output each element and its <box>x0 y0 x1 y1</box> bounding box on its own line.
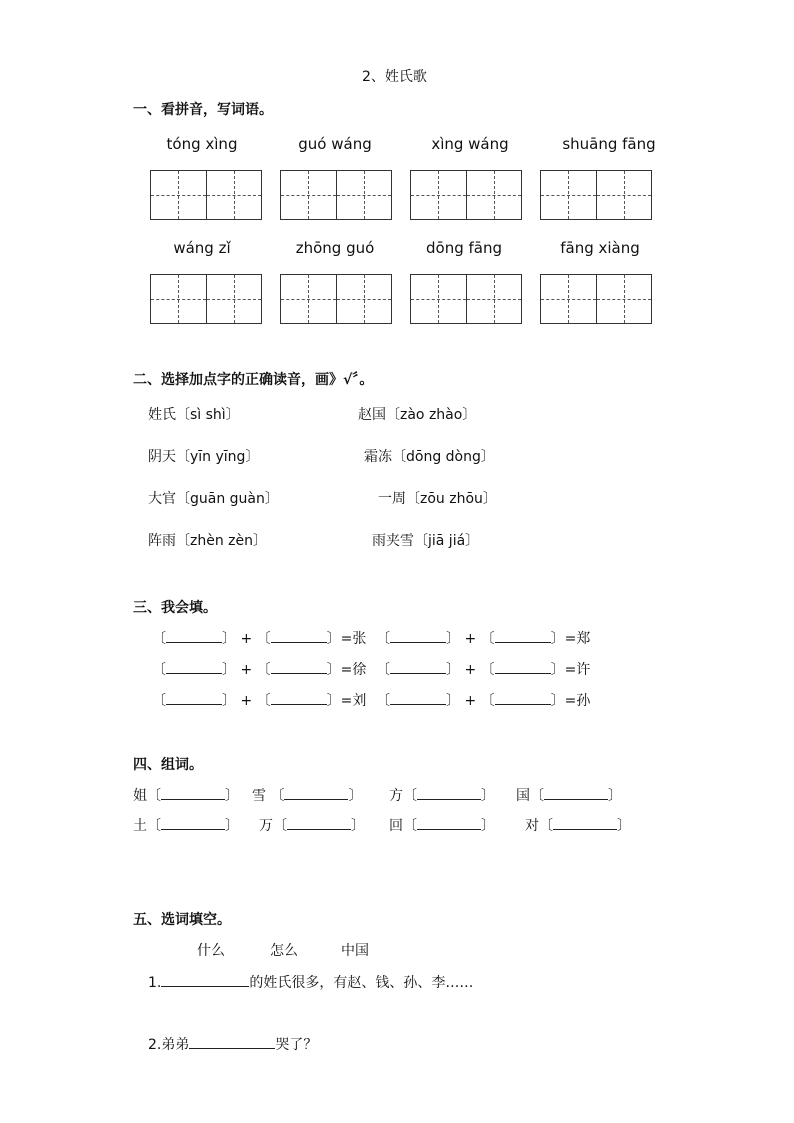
writing-grid[interactable] <box>150 274 262 324</box>
pinyin-label: xìng wáng <box>431 135 509 153</box>
word-char: 对 <box>525 818 539 834</box>
bracket-open: 〔 <box>273 818 287 834</box>
bracket-close: 〕 <box>222 631 236 647</box>
bracket-open: 〔 <box>403 788 417 804</box>
answer-blank[interactable] <box>161 815 225 830</box>
question-2 <box>148 1034 317 1054</box>
reading-word: 阵雨 <box>148 533 176 549</box>
reading-word: 大官 <box>148 491 176 507</box>
reading-options[interactable]: 〔zōu zhōu〕 <box>406 491 497 507</box>
bracket-close: 〕 <box>348 788 363 804</box>
reading-options[interactable]: 〔guān guàn〕 <box>176 491 279 507</box>
bracket-open: 〔 <box>376 631 390 647</box>
section2-heading: 二、选择加点字的正确读音，画》√〞。 <box>133 372 374 388</box>
bracket-close: 〕 <box>481 788 495 804</box>
section4-heading: 四、组词。 <box>133 757 203 773</box>
answer-blank[interactable] <box>189 1034 275 1049</box>
bracket-close: 〕 <box>225 788 239 804</box>
question-1 <box>148 972 473 992</box>
reading-item[interactable] <box>148 446 259 466</box>
writing-grid[interactable] <box>150 170 262 220</box>
pinyin-label: shuāng fāng <box>562 135 656 153</box>
page-title: 2、姓氏歌 <box>362 69 427 85</box>
answer-blank[interactable] <box>390 628 446 643</box>
reading-item[interactable] <box>358 404 476 424</box>
word-group <box>389 785 495 805</box>
plus-sign: + <box>240 662 253 678</box>
word-char: 回 <box>389 818 403 834</box>
bracket-open: 〔 <box>152 631 166 647</box>
answer-blank[interactable] <box>544 785 608 800</box>
answer-blank[interactable] <box>166 659 222 674</box>
word-choice: 怎么 <box>270 943 298 959</box>
question-number: 1. <box>148 975 162 991</box>
word-char: 雪 <box>252 788 266 804</box>
plus-sign: + <box>240 631 253 647</box>
word-char: 土 <box>133 818 147 834</box>
answer-blank[interactable] <box>166 628 222 643</box>
bracket-open: 〔 <box>147 788 161 804</box>
reading-item[interactable] <box>372 530 479 550</box>
reading-word: 姓氏 <box>148 407 176 423</box>
bracket-close: 〕 <box>550 662 565 678</box>
bracket-close: 〕 <box>617 818 631 834</box>
result-char: =许 <box>564 662 591 678</box>
result-char: =刘 <box>340 693 367 709</box>
compose-row <box>376 690 590 710</box>
bracket-close: 〕 <box>326 693 341 709</box>
bracket-open: 〔 <box>152 693 166 709</box>
answer-blank[interactable] <box>284 785 348 800</box>
writing-grid[interactable] <box>410 170 522 220</box>
writing-grid[interactable] <box>280 274 392 324</box>
reading-word: 雨夹雪 <box>372 533 414 549</box>
compose-row <box>152 628 366 648</box>
word-group <box>389 815 495 835</box>
plus-sign: + <box>464 693 477 709</box>
result-char: =郑 <box>564 631 591 647</box>
bracket-open: 〔 <box>256 662 271 678</box>
question-suffix: 哭了？ <box>275 1037 318 1053</box>
bracket-close: 〕 <box>481 818 495 834</box>
answer-blank[interactable] <box>271 628 327 643</box>
bracket-open: 〔 <box>147 818 161 834</box>
compose-row <box>152 690 366 710</box>
bracket-open: 〔 <box>256 631 271 647</box>
answer-blank[interactable] <box>271 659 327 674</box>
answer-blank[interactable] <box>495 659 551 674</box>
question-text: 的姓氏很多，有赵、钱、孙、李…… <box>249 975 474 991</box>
pinyin-label: guó wáng <box>298 135 372 153</box>
bracket-close: 〕 <box>222 693 236 709</box>
reading-item[interactable] <box>148 488 279 508</box>
bracket-open: 〔 <box>256 693 271 709</box>
reading-word: 霜冻 <box>364 449 392 465</box>
answer-blank[interactable] <box>553 815 617 830</box>
compose-row <box>376 628 590 648</box>
reading-options[interactable]: 〔jiā jiá〕 <box>414 533 480 549</box>
bracket-close: 〕 <box>550 693 565 709</box>
answer-blank[interactable] <box>166 690 222 705</box>
reading-word: 一周 <box>378 491 406 507</box>
bracket-open: 〔 <box>480 662 495 678</box>
plus-sign: + <box>464 631 477 647</box>
section1-heading: 一、看拼音，写词语。 <box>133 102 273 118</box>
reading-word: 阴天 <box>148 449 176 465</box>
bracket-close: 〕 <box>550 631 565 647</box>
reading-options[interactable]: 〔yīn yīng〕 <box>176 449 260 465</box>
section3-heading: 三、我会填。 <box>133 600 217 616</box>
pinyin-label: dōng fāng <box>426 239 502 257</box>
bracket-close: 〕 <box>222 662 236 678</box>
compose-row <box>376 659 590 679</box>
bracket-close: 〕 <box>326 662 341 678</box>
answer-blank[interactable] <box>417 815 481 830</box>
reading-options[interactable]: 〔sì shì〕 <box>176 407 240 423</box>
word-group <box>259 815 365 835</box>
answer-blank[interactable] <box>417 785 481 800</box>
plus-sign: + <box>240 693 253 709</box>
bracket-open: 〔 <box>480 631 495 647</box>
word-group <box>252 785 362 805</box>
reading-item[interactable] <box>378 488 497 508</box>
word-char: 万 <box>259 818 273 834</box>
reading-options[interactable]: 〔zhèn zèn〕 <box>176 533 267 549</box>
writing-grid[interactable] <box>540 274 652 324</box>
answer-blank[interactable] <box>495 690 551 705</box>
writing-grid[interactable] <box>540 170 652 220</box>
pinyin-label: tóng xìng <box>166 135 238 153</box>
answer-blank[interactable] <box>390 690 446 705</box>
bracket-open: 〔 <box>539 818 553 834</box>
bracket-open: 〔 <box>270 788 285 804</box>
word-group <box>133 785 239 805</box>
writing-grid[interactable] <box>410 274 522 324</box>
bracket-open: 〔 <box>403 818 417 834</box>
word-group <box>516 785 622 805</box>
reading-options[interactable]: 〔zào zhào〕 <box>386 407 477 423</box>
reading-item[interactable] <box>148 530 267 550</box>
pinyin-label: fāng xiàng <box>560 239 640 257</box>
bracket-close: 〕 <box>351 818 365 834</box>
bracket-close: 〕 <box>326 631 341 647</box>
bracket-close: 〕 <box>225 818 239 834</box>
word-char: 姐 <box>133 788 147 804</box>
answer-blank[interactable] <box>390 659 446 674</box>
reading-item[interactable] <box>364 446 495 466</box>
answer-blank[interactable] <box>287 815 351 830</box>
reading-options[interactable]: 〔dōng dòng〕 <box>392 449 495 465</box>
plus-sign: + <box>464 662 477 678</box>
bracket-close: 〕 <box>446 631 460 647</box>
bracket-close: 〕 <box>446 693 460 709</box>
bracket-open: 〔 <box>480 693 495 709</box>
bracket-open: 〔 <box>530 788 544 804</box>
result-char: =孙 <box>564 693 591 709</box>
answer-blank[interactable] <box>161 785 225 800</box>
question-prefix: 2.弟弟 <box>148 1037 190 1053</box>
bracket-close: 〕 <box>608 788 622 804</box>
pinyin-label: zhōng guó <box>295 239 375 257</box>
word-char: 方 <box>389 788 403 804</box>
writing-grid[interactable] <box>280 170 392 220</box>
word-choice: 中国 <box>341 943 369 959</box>
word-choice: 什么 <box>197 943 225 959</box>
word-char: 国 <box>516 788 530 804</box>
word-group <box>525 815 631 835</box>
bracket-open: 〔 <box>376 693 390 709</box>
reading-item[interactable] <box>148 404 240 424</box>
bracket-close: 〕 <box>446 662 460 678</box>
answer-blank[interactable] <box>495 628 551 643</box>
compose-row <box>152 659 366 679</box>
bracket-open: 〔 <box>152 662 166 678</box>
answer-blank[interactable] <box>161 972 249 987</box>
reading-word: 赵国 <box>358 407 386 423</box>
answer-blank[interactable] <box>271 690 327 705</box>
pinyin-label: wáng zǐ <box>173 239 231 257</box>
result-char: =张 <box>340 631 367 647</box>
section5-heading: 五、选词填空。 <box>133 912 231 928</box>
result-char: =徐 <box>340 662 367 678</box>
word-group <box>133 815 239 835</box>
bracket-open: 〔 <box>376 662 390 678</box>
